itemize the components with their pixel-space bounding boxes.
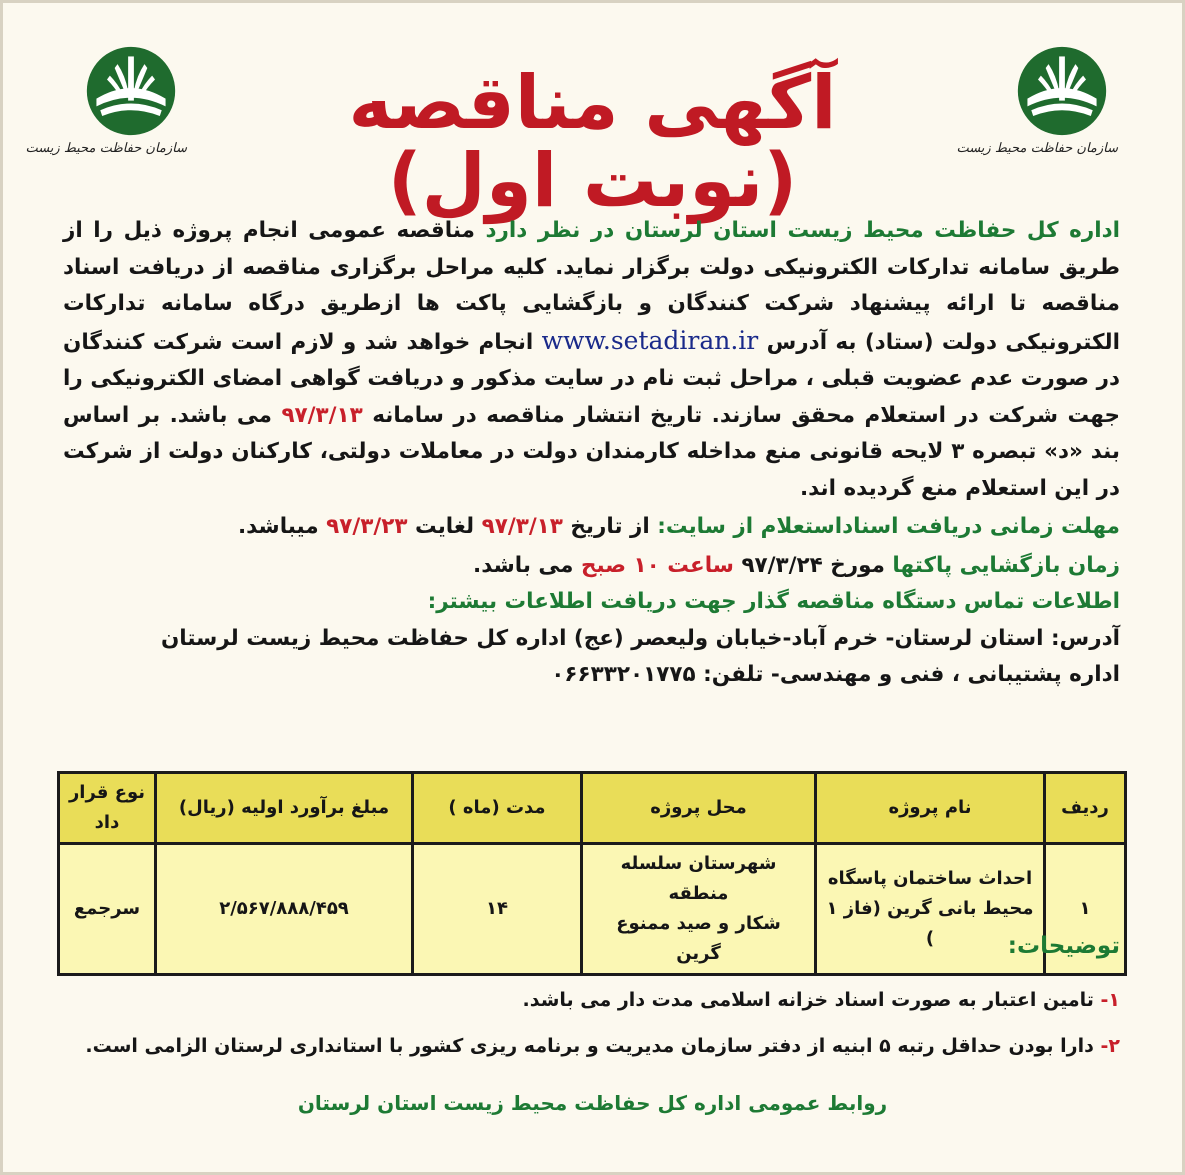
deadline-from-word: از تاریخ — [570, 514, 650, 539]
notes-title: توضیحات: — [1007, 933, 1120, 959]
intro-text-2: انجام خواهد شد و لازم است شرکت کنندگان در صورت عدم عضویت قبلی ، مراحل ثبت نام در سایت مذکور و دریافت گواهی امضای الکترونیکی را جهت شرکت در استعلام محقق سازند. تاریخ انتشار مناقصه در سامانه — [63, 329, 1120, 428]
contact-heading: اطلاعات تماس دستگاه مناقصه گذار جهت دریافت اطلاعات بیشتر: — [427, 589, 1120, 614]
opening-time: ساعت ۱۰ صبح — [580, 552, 734, 578]
col-header-amount: مبلغ برآورد اولیه (ریال) — [156, 773, 413, 844]
note-number: ۲- — [1100, 1035, 1120, 1057]
page-title: آگهی مناقصه (نوبت اول) — [348, 60, 837, 224]
environment-logo-icon — [83, 43, 179, 139]
environment-logo-icon — [1014, 43, 1110, 139]
footer-text: روابط عمومی اداره کل حفاظت محیط زیست استان لرستان — [297, 1091, 888, 1115]
opening-end: می باشد. — [473, 552, 574, 578]
logo-caption: سازمان حفاظت محیط زیست — [956, 141, 1118, 156]
cell-name-line2: محیط بانی گرین (فاز ۱ ) — [826, 898, 1034, 949]
project-table — [57, 771, 1127, 976]
note-text: دارا بودن حداقل رتبه ۵ ابنیه از دفتر سازمان مدیریت و برنامه ریزی کشور با استانداری لرستان الزامی است. — [85, 1035, 1094, 1057]
col-header-duration: مدت (ماه ) — [413, 773, 582, 844]
note-text: تامین اعتبار به صورت اسناد خزانه اسلامی مدت دار می باشد. — [522, 989, 1094, 1011]
cell-duration: ۱۴ — [413, 844, 582, 975]
intro-text-1: مناقصه عمومی انجام پروژه ذیل را از طریق سامانه تدارکات الکترونیکی دولت برگزار نماید. کلیه مراحل برگزاری مناقصه از دریافت اسناد مناقصه تا ارائه پیشنهاد شرکت کنندگان و بازگشایی پاکت ها ازطریق درگاه سامانه تدارکات الکترونیکی دولت (ستاد) به آدرس — [63, 218, 1120, 355]
deadline-line — [63, 509, 1120, 546]
opening-line — [63, 548, 1120, 585]
cell-location-line2: شکار و صید ممنوع گرین — [616, 913, 781, 964]
cell-location — [582, 844, 816, 975]
deadline-label: مهلت زمانی دریافت اسناداستعلام از سایت: — [657, 514, 1120, 539]
col-header-location: محل پروژه — [582, 773, 816, 844]
opening-date: مورخ ۹۷/۳/۲۴ — [741, 552, 885, 578]
deadline-to-date: ۹۷/۳/۲۳ — [326, 514, 408, 539]
note-item — [85, 1035, 1120, 1057]
logo-caption: سازمان حفاظت محیط زیست — [25, 141, 187, 156]
logo-right — [956, 43, 1118, 175]
contact-office: اداره پشتیبانی ، فنی و مهندسی- تلفن: ۰۶۶۳۳۲۰۱۷۷۵ — [551, 662, 1120, 687]
col-header-name: نام پروژه — [816, 773, 1045, 844]
deadline-end-word: میباشد. — [237, 514, 319, 539]
cell-index: ۱ — [1045, 844, 1126, 975]
website-link[interactable]: www.setadiran.ir — [541, 325, 759, 355]
notice-body — [63, 213, 1120, 694]
deadline-to-word: لغایت — [414, 514, 475, 539]
intro-text-3: می باشد. بر اساس بند «د» تبصره ۳ لایحه قانونی منع مداخله کارمندان دولت در معاملات دولتی، کارکنان دولت از شرکت در این استعلام منع گردیده اند. — [63, 402, 1120, 501]
cell-amount: ۲/۵۶۷/۸۸۸/۴۵۹ — [156, 844, 413, 975]
publish-date: ۹۷/۳/۱۳ — [281, 402, 363, 428]
cell-location-line1: شهرستان سلسله منطقه — [620, 853, 777, 904]
col-header-contract: نوع قرار داد — [59, 773, 156, 844]
col-header-index: ردیف — [1045, 773, 1126, 844]
note-item — [523, 989, 1121, 1011]
intro-paragraph — [63, 213, 1120, 507]
note-number: ۱- — [1100, 989, 1120, 1011]
intro-lead: اداره کل حفاظت محیط زیست استان لرستان در نظر دارد — [485, 218, 1120, 243]
logo-left — [25, 43, 187, 175]
deadline-from-date: ۹۷/۳/۱۳ — [481, 514, 563, 539]
cell-contract: سرجمع — [59, 844, 156, 975]
contact-address: آدرس: استان لرستان- خرم آباد-خیابان ولیعصر (عج) اداره کل حفاظت محیط زیست لرستان — [160, 625, 1120, 651]
table-row — [59, 844, 1126, 975]
table-header-row — [59, 773, 1126, 844]
opening-label: زمان بازگشایی پاکتها — [892, 552, 1120, 578]
cell-name-line1: احداث ساختمان پاسگاه — [827, 868, 1033, 889]
